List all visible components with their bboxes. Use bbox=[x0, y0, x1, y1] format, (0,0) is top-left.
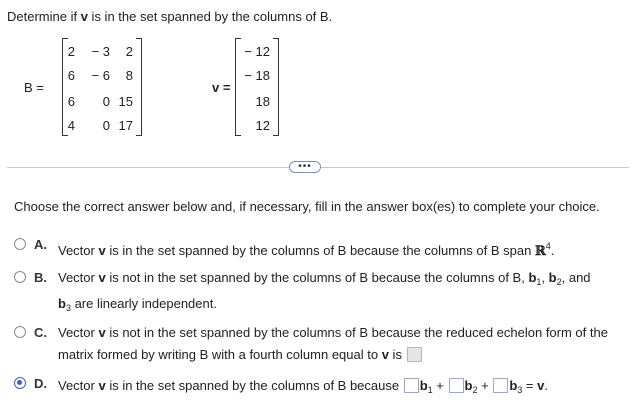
matrix-b-cell: 8 bbox=[125, 68, 133, 83]
and-text: , and bbox=[561, 270, 591, 285]
option-c-line2-v: v bbox=[381, 347, 389, 362]
option-c[interactable] bbox=[14, 325, 629, 365]
real-space-symbol: ℝ bbox=[534, 244, 546, 259]
option-b-v: v bbox=[98, 270, 106, 285]
vector-v-entry: − 18 bbox=[244, 68, 270, 83]
option-a-radio[interactable] bbox=[14, 238, 26, 250]
option-a-end: . bbox=[550, 243, 555, 258]
question-text bbox=[7, 9, 332, 24]
option-c-pre: Vector bbox=[58, 325, 99, 340]
question-post: is in the set spanned by the columns of B. bbox=[87, 9, 333, 24]
option-b-pre: Vector bbox=[58, 270, 99, 285]
option-a-pre: Vector bbox=[58, 243, 99, 258]
more-button[interactable]: ••• bbox=[289, 161, 321, 173]
plus-sign: + bbox=[432, 378, 448, 393]
option-a-post: is in the set spanned by the columns of B because the columns of B span bbox=[105, 243, 535, 258]
matrix-b-cell: 2 bbox=[67, 44, 75, 59]
matrix-b-cell: 2 bbox=[125, 44, 133, 59]
vector-v-left-bracket bbox=[235, 38, 241, 136]
instruction-text: Choose the correct answer below and, if necessary, fill in the answer box(es) to complete your choice. bbox=[14, 199, 600, 214]
b2-subscript: 2 bbox=[556, 277, 562, 287]
b3-vector: b bbox=[509, 378, 518, 393]
matrix-b-cell: − 6 bbox=[91, 68, 110, 83]
matrix-b-right-bracket bbox=[136, 38, 142, 136]
option-c-letter: C. bbox=[34, 325, 47, 340]
result-v: v bbox=[537, 378, 545, 393]
option-b-radio[interactable] bbox=[14, 271, 26, 283]
option-a[interactable] bbox=[14, 237, 629, 257]
matrix-b-cell: 0 bbox=[102, 94, 110, 109]
option-b-post: is not in the set spanned by the columns of B because the columns of B, bbox=[105, 270, 529, 285]
matrix-b-cell: 4 bbox=[67, 118, 75, 133]
vector-v bbox=[235, 38, 279, 136]
option-b[interactable] bbox=[14, 270, 629, 313]
coefficient-3-input[interactable] bbox=[493, 378, 508, 393]
comma: , bbox=[541, 270, 549, 285]
matrix-b-cell: 0 bbox=[102, 118, 110, 133]
option-b-line2: are linearly independent. bbox=[70, 296, 217, 311]
option-d-radio[interactable] bbox=[14, 377, 26, 389]
b1-subscript: 1 bbox=[536, 277, 542, 287]
b3-subscript: 3 bbox=[65, 303, 71, 313]
option-a-text bbox=[58, 237, 554, 261]
option-c-post: is not in the set spanned by the columns of B because the reduced echelon form of the bbox=[105, 325, 608, 340]
vector-v-right-bracket bbox=[273, 38, 279, 136]
matrix-b bbox=[62, 38, 142, 136]
matrix-b-label: B = bbox=[24, 80, 44, 95]
b3-subscript: 3 bbox=[517, 385, 523, 395]
matrix-b-cell: 17 bbox=[118, 118, 133, 133]
vector-v-entry: − 12 bbox=[244, 44, 270, 59]
option-d-v: v bbox=[98, 378, 106, 393]
option-d-pre: Vector bbox=[58, 378, 99, 393]
b1-vector: b bbox=[528, 270, 537, 285]
coefficient-2-input[interactable] bbox=[449, 378, 464, 393]
period: . bbox=[544, 378, 548, 393]
option-a-letter: A. bbox=[34, 237, 47, 252]
question-pre: Determine if bbox=[7, 9, 81, 24]
vector-v-entry: 12 bbox=[255, 118, 270, 133]
b2-vector: b bbox=[464, 378, 473, 393]
option-d-post: is in the set spanned by the columns of B because bbox=[105, 378, 403, 393]
option-c-v: v bbox=[98, 325, 106, 340]
option-d[interactable] bbox=[14, 376, 629, 396]
b2-subscript: 2 bbox=[472, 385, 478, 395]
vector-v-label bbox=[212, 80, 230, 95]
option-a-v: v bbox=[98, 243, 106, 258]
question-v: v bbox=[80, 9, 88, 24]
option-b-letter: B. bbox=[34, 270, 47, 285]
option-c-radio[interactable] bbox=[14, 326, 26, 338]
option-c-answer-box[interactable] bbox=[407, 347, 422, 362]
b2-vector: b bbox=[548, 270, 557, 285]
option-d-letter: D. bbox=[34, 376, 47, 391]
vector-v-label-text: v = bbox=[212, 80, 231, 95]
b3-vector: b bbox=[58, 296, 66, 311]
option-c-line2-pre: matrix formed by writing B with a fourth column equal to bbox=[58, 347, 382, 362]
option-c-text bbox=[58, 322, 608, 366]
matrix-b-cell: 6 bbox=[67, 94, 75, 109]
option-d-text bbox=[58, 376, 548, 400]
matrix-b-cell: 6 bbox=[67, 68, 75, 83]
option-c-line2-post: is bbox=[388, 347, 406, 362]
b1-vector: b bbox=[419, 378, 428, 393]
option-b-text bbox=[58, 267, 591, 319]
matrix-b-cell: 15 bbox=[118, 94, 133, 109]
b1-subscript: 1 bbox=[427, 385, 433, 395]
equals-sign: = bbox=[522, 378, 538, 393]
real-space-exponent: 4 bbox=[545, 241, 551, 251]
vector-v-entry: 18 bbox=[255, 94, 270, 109]
plus-sign: + bbox=[477, 378, 493, 393]
coefficient-1-input[interactable] bbox=[404, 378, 419, 393]
matrix-b-cell: − 3 bbox=[91, 44, 110, 59]
